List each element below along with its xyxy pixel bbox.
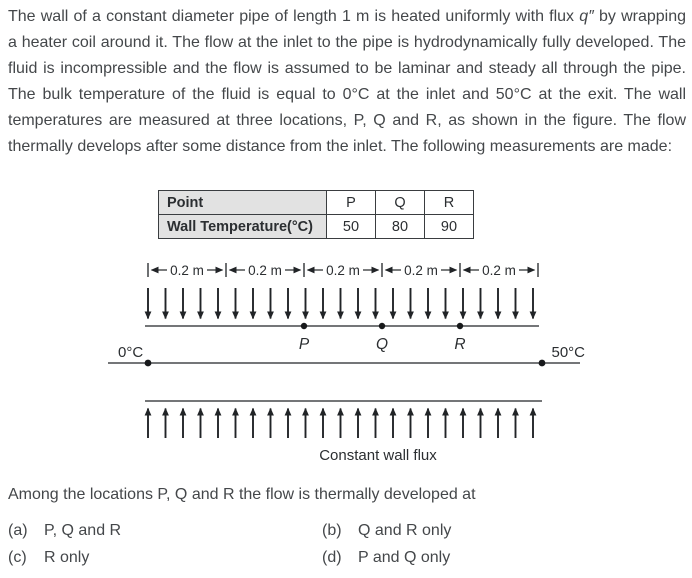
dimension-label: 0.2 m	[248, 263, 282, 278]
bottom-heat-flux-arrows	[148, 409, 533, 439]
temperature-cell-q: 80	[376, 215, 425, 239]
question-stem: Among the locations P, Q and R the flow is thermally developed at	[8, 486, 476, 503]
option-a-text: P, Q and R	[44, 522, 122, 539]
temperature-cell-r: 90	[425, 215, 474, 239]
option-c	[8, 544, 322, 571]
dimension-label: 0.2 m	[482, 263, 516, 278]
option-b-text: Q and R only	[358, 522, 452, 539]
point-label-q: Q	[375, 336, 389, 353]
option-c-text: R only	[44, 549, 90, 566]
outlet-point-dot	[539, 360, 546, 367]
dimension-label: 0.2 m	[404, 263, 438, 278]
problem-text-after-flux: by wrapping a heater coil around it. The flow at the inlet to the pipe is hydrodynamically fully developed. The fluid is incompressible and the flow is assumed to be laminar and steady all through the pipe. The bulk temperature of the fluid is equal to 0°C at the inlet and 50°C at the exit. The wall temperatures are measured at three locations, P, Q and R, as shown in the figure. The flow thermally develops after some distance from the inlet. The following measurements are made:	[8, 8, 686, 155]
option-b-key: (b)	[322, 522, 342, 539]
temperature-cell-p: 50	[327, 215, 376, 239]
option-d-key: (d)	[322, 549, 342, 566]
point-label-p: P	[298, 336, 310, 353]
figure-caption: Constant wall flux	[319, 447, 437, 464]
dimension-line	[148, 263, 538, 278]
table-row-wall-temperature	[159, 215, 474, 239]
dimension-label: 0.2 m	[170, 263, 204, 278]
option-c-key: (c)	[8, 549, 27, 566]
problem-text-before-flux: The wall of a constant diameter pipe of length 1 m is heated uniformly with flux	[8, 8, 580, 25]
problem-statement	[8, 4, 686, 160]
options-grid	[8, 517, 686, 571]
point-cell-p: P	[327, 191, 376, 215]
measurement-points	[299, 323, 466, 353]
inlet-temp-label: 0°C	[118, 344, 144, 361]
point-dot-q	[379, 323, 385, 329]
point-label-r: R	[454, 336, 466, 353]
option-a-key: (a)	[8, 522, 28, 539]
top-heat-flux-arrows	[148, 288, 533, 319]
table-row-points	[159, 191, 474, 215]
option-d-text: P and Q only	[358, 549, 451, 566]
pipe-heat-flux-figure	[0, 252, 692, 482]
option-d	[322, 544, 686, 571]
option-a	[8, 517, 322, 544]
outlet-temp-label: 50°C	[551, 344, 585, 361]
point-dot-r	[457, 323, 463, 329]
point-dot-p	[301, 323, 307, 329]
question-block	[8, 482, 686, 571]
flux-symbol: q″	[579, 8, 594, 25]
table-header-point: Point	[159, 191, 327, 215]
table-header-wall-temperature: Wall Temperature(°C)	[159, 215, 327, 239]
dimension-label: 0.2 m	[326, 263, 360, 278]
option-b	[322, 517, 686, 544]
inlet-point-dot	[145, 360, 152, 367]
point-cell-q: Q	[376, 191, 425, 215]
measurements-table	[158, 190, 474, 239]
point-cell-r: R	[425, 191, 474, 215]
